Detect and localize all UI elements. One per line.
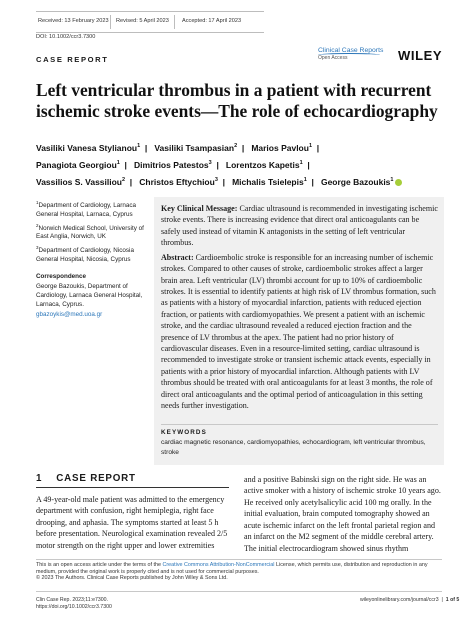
affiliation: $^1$Department of Cardiology, Larnaca General Hospital, Larnaca, Cyprus	[36, 200, 137, 218]
author-name[interactable]: Lorentzos Kapetis	[225, 159, 300, 170]
footer-citation	[36, 597, 112, 610]
author-sup: 1	[303, 177, 307, 184]
keywords-text: cardiac magnetic resonance, cardiomyopathies, echocardiogram, left ventricular thrombus, stroke	[161, 439, 426, 456]
article-dates-bar	[36, 11, 264, 33]
author-list: Vasiliki Vanesa Stylianou$^1$ | Vasiliki Tsampasian$^2$ | Marios Pavlou$^1$ | Panagiota Georgiou$^1$ | Dimitrios Patestos$^3$ | Lorentzos Kapetis$^1$ | Vassilios S. Vassiliou$^2$ | Christos Eftychiou$^3$ | Michalis Tsielepis$^1$ | George Bazoukis$^1$	[36, 139, 456, 190]
revised-date: Revised: 5 April 2023	[116, 18, 169, 24]
footer-divider	[36, 591, 442, 592]
author-name[interactable]: Marios Pavlou	[251, 142, 309, 153]
author-sup: 2	[122, 177, 126, 184]
correspondence-text: George Bazoukis, Department of Cardiology, Larnaca General Hospital, Larnaca, Cyprus.	[36, 283, 143, 308]
article-type: CASE REPORT	[36, 55, 109, 64]
correspondence-email[interactable]: gbazoykis@med.uoa.gr	[36, 311, 103, 319]
divider	[110, 15, 111, 29]
copyright-line: © 2023 The Authors. Clinical Case Reports published by John Wiley & Sons Ltd.	[36, 575, 228, 582]
section-number: 1	[36, 473, 43, 484]
author-sup: 2	[234, 143, 238, 149]
key-clinical-message: Key Clinical Message: Cardiac ultrasound is recommended in investigating ischemic stroke events. There is increasing evidence that direct oral anticoagulants can be safely used instead of vitamin K antagonists in the setting of left ventricular thrombus.	[161, 204, 438, 248]
author-name[interactable]: Vasiliki Vanesa Stylianou	[36, 142, 138, 153]
body-column-right: and a positive Babinski sign on the right side. He was an active smoker with a history of ischemic stroke 10 years ago. He received only acetylsalicylic acid 100 mg orally. In the initial evaluation, brain computed tomography showed an acute ischemic infarct on the left frontal parietal region and an infarct on the M2 segment of the middle cerebral artery. The initial electrocardiogram showed sinus rhythm	[244, 475, 441, 553]
article-title: Left ventricular thrombus in a patient with recurrent ischemic stroke events—The role of echocardiography	[36, 80, 438, 121]
citation-text: Clin Case Rep. 2023;11:e7300.	[36, 597, 109, 603]
abstract-text	[161, 203, 438, 412]
section-title: CASE REPORT	[56, 473, 136, 484]
journal-logo-text: Clinical Case Reports	[318, 47, 384, 54]
affiliations	[36, 199, 148, 322]
abstract-paragraph: Abstract: Cardioembolic stroke is responsible for an increasing number of ischemic strokes. Compared to other causes of stroke, cardioembolic strokes affect a larger brain area. Left ventricular (LV) thrombi account for up to 10% of cardioembolic strokes. It is essential to identify patients at high risk of LV thrombus formation, such as patients with a history of myocardial infarction, patients with reduced ejection fraction, or patients with cardiomyopathies. We present a patient with an ischemic stroke, and the cardiac ultrasound revealed a reduced ejection fraction and the presence of LV thrombus at the apex. The patient had no prior history of cardiovascular diseases. Even in a resource-limited setting, cardiac ultrasound is recommended to investigate stroke or transient ischemic attack events, especially in patients with a prior history of myocardial infarction. Although patients with LV thrombus should be treated with oral anticoagulants for at least 3 months, the role of direct oral anticoagulants and the optimal period of anticoagulation in this setting needs further investigation.	[161, 252, 436, 411]
author-sup: 1	[137, 143, 141, 149]
author-name[interactable]: Christos Eftychiou	[139, 177, 215, 188]
affiliation: $^3$Department of Cardiology, Nicosia General Hospital, Nicosia, Cyprus	[36, 245, 134, 263]
license-divider	[36, 559, 442, 560]
author-name[interactable]: Panagiota Georgiou	[36, 159, 117, 170]
author-name[interactable]: Dimitrios Patestos	[134, 159, 209, 170]
doi-link[interactable]: https://doi.org/10.1002/ccr3.7300	[36, 603, 112, 610]
keywords-divider	[161, 424, 438, 425]
body-column-left: A 49-year-old male patient was admitted to the emergency department with confusion, right hemiplegia, right face drooping, and aphasia. The symptoms started at least 5 h before presentation. Neurological examination revealed 2/5 motor strength on the right upper and lower extremities	[36, 495, 228, 550]
author-sup: 3	[208, 160, 212, 167]
footer-right: wileyonlinelibrary.com/journal/ccr3 | 1 of 5	[360, 597, 460, 603]
author-name[interactable]: Vasiliki Tsampasian	[154, 142, 235, 153]
author-sup: 1	[116, 160, 120, 167]
author-name[interactable]: Michalis Tsielepis	[232, 177, 304, 188]
author-name[interactable]: George Bazoukis	[320, 177, 391, 188]
author-name[interactable]: Vassilios S. Vassiliou	[36, 177, 122, 188]
license-text: This is an open access article under the terms of the Creative Commons Attribution-NonCommercial License, which permits use, distribution and reproduction in any medium, provided the original work is properly cited and is not used for commercial purposes. © 2023 The Authors. Clinical Case Reports published by John Wiley & Sons Ltd.	[36, 562, 442, 582]
affiliation: $^2$Norwich Medical School, University of East Anglia, Norwich, UK	[36, 222, 144, 241]
section-divider	[36, 487, 229, 488]
section-heading	[36, 473, 136, 484]
keywords-heading: KEYWORDS	[161, 429, 207, 436]
received-date: Received: 13 February 2023	[38, 18, 109, 24]
correspondence-heading: Correspondence	[36, 272, 87, 280]
author-sup: 3	[214, 177, 218, 184]
license-link[interactable]: Creative Commons Attribution-NonCommercial	[162, 562, 275, 568]
article-doi: DOI: 10.1002/ccr3.7300	[36, 34, 96, 40]
page-number: 1 of 5	[445, 597, 460, 603]
author-sup: 1	[299, 160, 303, 167]
divider	[174, 15, 175, 29]
site-link[interactable]: wileyonlinelibrary.com/journal/ccr3	[360, 597, 439, 603]
orcid-icon[interactable]	[395, 179, 402, 186]
publisher-logo: WILEY	[398, 48, 443, 63]
journal-open-access: Open Access	[318, 55, 348, 61]
author-sup: 1	[308, 143, 313, 149]
author-sup: 1	[390, 177, 394, 184]
accepted-date: Accepted: 17 April 2023	[182, 18, 242, 24]
